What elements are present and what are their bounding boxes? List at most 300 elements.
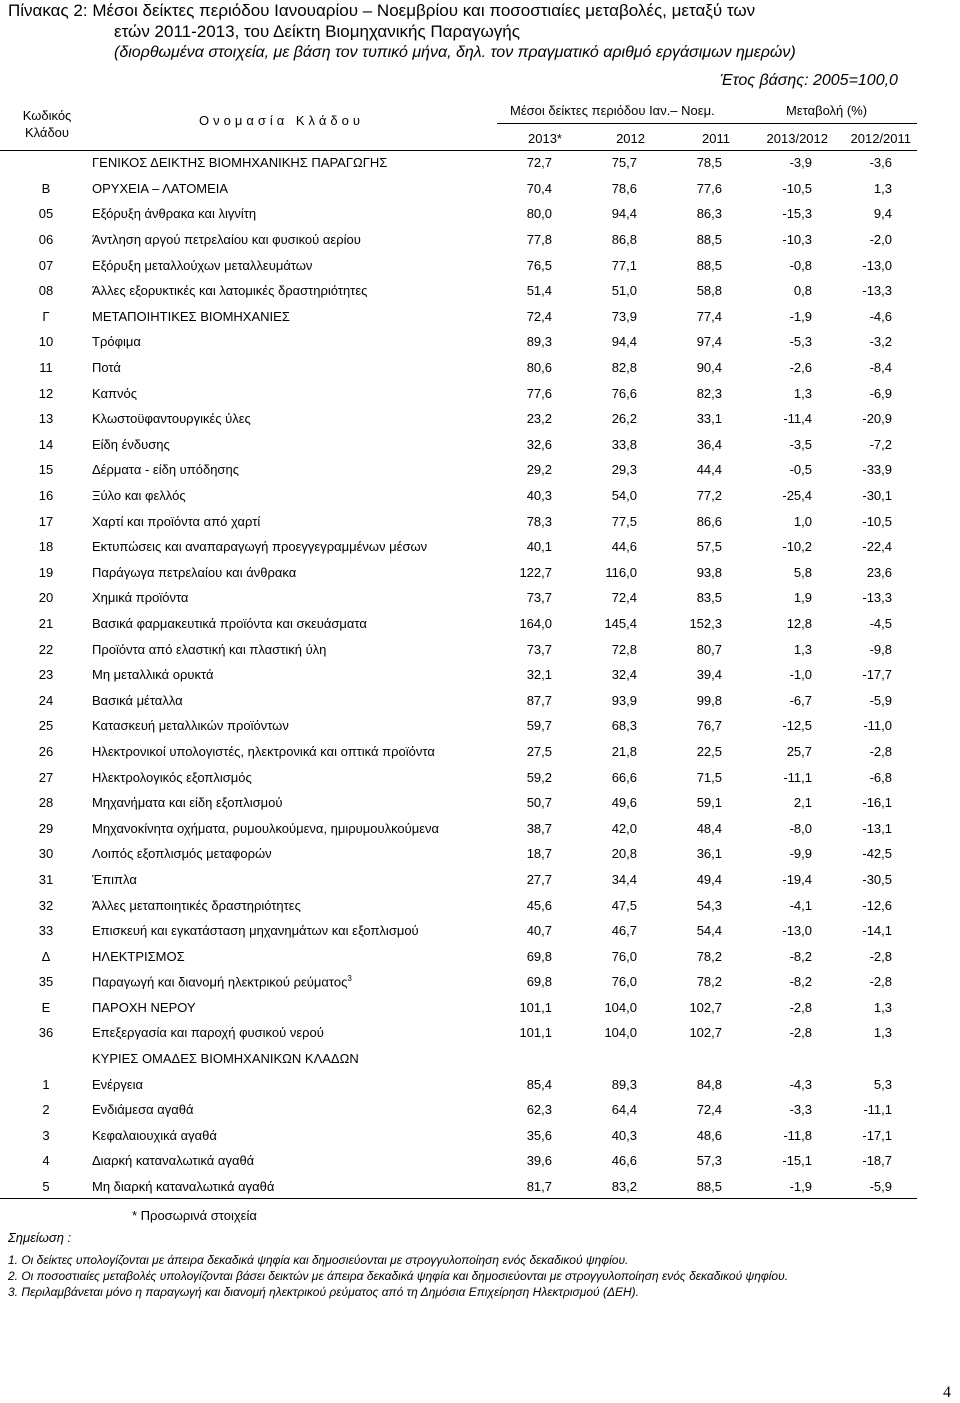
value-2012 [552,1046,637,1072]
value-2011: 22,5 [696,743,722,759]
row-code: 28 [38,795,54,811]
page-number: 4 [943,1384,951,1401]
row-name: Έπιπλα [92,871,137,887]
value-2012: 77,5 [611,513,637,529]
row-code: 05 [38,206,54,222]
change-2013-2012: -6,7 [789,692,812,708]
table-row [0,406,892,432]
row-name: Μη μεταλλικά ορυκτά [92,667,214,683]
value-2011: 58,8 [696,283,722,299]
value-2012: 75,7 [611,155,637,171]
row-code: 22 [38,641,54,657]
row-code-cell [0,483,92,509]
row-code-cell [0,585,92,611]
value-2011: 77,6 [696,180,722,196]
table-row [0,585,892,611]
row-code: 13 [38,411,54,427]
change-2012-2011: -9,8 [869,641,892,657]
row-name-cell [92,790,487,816]
change-2013-2012: -0,5 [789,462,812,478]
table-row [0,841,892,867]
value-2013: 40,1 [526,539,552,555]
table-row [0,790,892,816]
row-code-cell [0,304,92,330]
value-2013: 18,7 [526,846,552,862]
row-name-cell [92,662,487,688]
value-2013: 32,6 [526,436,552,452]
change-2013-2012: -4,3 [789,1076,812,1092]
value-2013: 50,7 [526,795,552,811]
row-code-cell [0,201,92,227]
value-2013 [487,1046,552,1072]
row-name-cell [92,943,487,969]
value-2013: 27,5 [526,743,552,759]
header-code: Κωδικός Κλάδου [22,108,72,140]
value-2012: 20,8 [611,846,637,862]
value-2011: 54,4 [696,923,722,939]
row-name-cell [92,508,487,534]
row-name-cell [92,687,487,713]
value-2013: 78,3 [526,513,552,529]
row-name-cell [92,918,487,944]
row-code: 10 [38,334,54,350]
value-2011: 97,4 [696,334,722,350]
value-2011: 86,3 [696,206,722,222]
row-code-cell [0,1046,92,1072]
header-year-2011: 2011 [702,131,730,146]
change-2012-2011: -3,6 [869,155,892,171]
value-2013: 73,7 [526,641,552,657]
row-name-cell [92,201,487,227]
row-name: ΜΕΤΑΠΟΙΗΤΙΚΕΣ ΒΙΟΜΗΧΑΝΙΕΣ [92,308,290,324]
change-2013-2012: 2,1 [793,795,812,811]
change-2013-2012: -11,8 [783,1127,812,1143]
row-code-cell [0,252,92,278]
value-2013: 101,1 [519,999,552,1015]
value-2012: 68,3 [611,718,637,734]
row-name-cell [92,534,487,560]
row-code-cell [0,815,92,841]
change-2013-2012: -8,2 [789,948,812,964]
change-2013-2012: -10,5 [782,180,812,196]
value-2013: 69,8 [526,974,552,990]
change-2012-2011: -5,9 [869,692,892,708]
row-code-cell [0,1123,92,1149]
value-2012: 82,8 [611,360,637,376]
row-code: 32 [38,897,54,913]
value-2011: 93,8 [696,564,722,580]
row-code: 31 [38,871,54,887]
row-code: 35 [38,974,54,990]
row-code-cell [0,995,92,1021]
row-code: Β [41,180,51,196]
table-bottom-rule [0,1198,917,1199]
change-2012-2011: -17,1 [862,1127,892,1143]
change-2013-2012: -10,2 [782,539,812,555]
table-row [0,636,892,662]
row-name-cell [92,560,487,586]
table-row [0,815,892,841]
value-2013: 38,7 [526,820,552,836]
change-2012-2011: -3,2 [869,334,892,350]
notes [8,1252,938,1300]
row-code-cell [0,227,92,253]
row-code: 25 [38,718,54,734]
value-2013: 72,4 [526,308,552,324]
row-code-cell [0,150,92,176]
value-2012: 32,4 [611,667,637,683]
row-name: ΗΛΕΚΤΡΙΣΜΟΣ [92,948,185,964]
row-code: 19 [38,564,54,580]
value-2011: 77,2 [696,488,722,504]
table-row [0,560,892,586]
change-2012-2011: -30,1 [862,488,892,504]
change-2012-2011: -2,0 [869,232,892,248]
row-code: Ε [41,999,51,1015]
value-2013: 72,7 [526,155,552,171]
value-2011: 59,1 [696,795,722,811]
value-2012: 76,0 [611,974,637,990]
value-2013: 80,6 [526,360,552,376]
table-row [0,380,892,406]
row-name-cell [92,969,487,995]
row-name: Είδη ένδυσης [92,436,170,452]
row-code-cell [0,611,92,637]
value-2011: 39,4 [696,667,722,683]
value-2011: 77,4 [696,308,722,324]
value-2013: 35,6 [526,1127,552,1143]
row-name-cell [92,1148,487,1174]
value-2012: 51,0 [611,283,637,299]
change-2013-2012: 1,0 [793,513,812,529]
change-2012-2011: -7,2 [869,436,892,452]
row-code: 07 [38,257,54,273]
value-2012: 72,8 [611,641,637,657]
value-2013: 89,3 [526,334,552,350]
row-code-cell [0,278,92,304]
note-2: 2. Οι ποσοστιαίες μεταβολές υπολογίζονται βάσει δεικτών με άπειρα δεκαδικά ψηφία και δημοσιεύονται με στρογγυλοποίηση ενός δεκαδικού ψηφίου. [8,1269,789,1283]
row-name-cell [92,1046,487,1072]
value-2012: 46,6 [611,1153,637,1169]
change-2012-2011: -42,5 [862,846,892,862]
value-2013: 101,1 [519,1025,552,1041]
value-2013: 77,8 [526,232,552,248]
row-code: 5 [42,1179,50,1195]
value-2012: 78,6 [611,180,637,196]
row-name-cell [92,483,487,509]
change-2013-2012: 0,8 [793,283,812,299]
change-2013-2012: -15,1 [782,1153,812,1169]
table-row [0,355,892,381]
row-name-cell [92,227,487,253]
row-code-cell [0,687,92,713]
row-name-cell [92,1071,487,1097]
row-code: 26 [38,743,54,759]
change-2012-2011: 9,4 [873,206,892,222]
header-change-2013-2012: 2013/2012 [766,131,828,146]
row-name: Κεφαλαιουχικά αγαθά [92,1127,217,1143]
value-2011: 88,5 [696,257,722,273]
table-row [0,201,892,227]
table-row [0,892,892,918]
table-row [0,969,892,995]
change-2013-2012: -13,0 [782,923,812,939]
row-name: Ενδιάμεσα αγαθά [92,1102,194,1118]
row-code: 18 [38,539,54,555]
value-2012: 76,0 [611,948,637,964]
change-2013-2012: 25,7 [786,743,812,759]
value-2012: 104,0 [604,1025,637,1041]
row-name-cell [92,406,487,432]
row-code: 08 [38,283,54,299]
value-2012: 94,4 [611,334,637,350]
value-2011: 80,7 [696,641,722,657]
value-2012: 104,0 [604,999,637,1015]
value-2012: 66,6 [611,769,637,785]
note-3: 3. Περιλαμβάνεται μόνο η παραγωγή και διανομή ηλεκτρικού ρεύματος από τη Δημόσια Επιχείρηση Ηλεκτρισμού (ΔΕΗ). [8,1285,639,1299]
row-code: 12 [38,385,54,401]
value-2011: 88,5 [696,232,722,248]
change-2012-2011: -4,5 [869,615,892,631]
row-code-cell [0,432,92,458]
value-2011: 36,1 [696,846,722,862]
change-2012-2011: -11,1 [863,1102,892,1118]
row-name-cell [92,764,487,790]
value-2013: 62,3 [526,1102,552,1118]
value-2011: 54,3 [696,897,722,913]
row-name: Τρόφιμα [92,334,141,350]
value-2011: 33,1 [696,411,722,427]
row-code: Δ [41,948,51,964]
title-line-3: (διορθωμένα στοιχεία, με βάση τον τυπικό μήνα, δηλ. τον πραγματικό αριθμό εργάσιμων ημερών) [114,44,796,61]
change-2012-2011: -6,9 [869,385,892,401]
row-name-cell [92,457,487,483]
change-2013-2012: -11,1 [783,769,812,785]
row-code-cell [0,176,92,202]
change-2012-2011: -13,3 [862,283,892,299]
row-name-cell [92,278,487,304]
value-2012: 42,0 [611,820,637,836]
value-2013: 40,7 [526,923,552,939]
header-change: Μεταβολή (%) [786,103,868,118]
change-2012-2011: -30,5 [862,871,892,887]
row-name-cell [92,995,487,1021]
change-2013-2012: -1,9 [789,1179,812,1195]
table-row [0,1020,892,1046]
row-code-cell [0,406,92,432]
row-code: 16 [38,488,54,504]
row-code-cell [0,457,92,483]
value-2011: 82,3 [696,385,722,401]
value-2011: 78,5 [696,155,722,171]
row-code-cell [0,380,92,406]
value-2011: 88,5 [696,1179,722,1195]
change-2012-2011: -17,7 [862,667,892,683]
value-2013: 164,0 [519,615,552,631]
value-2011: 71,5 [696,769,722,785]
value-2013: 29,2 [526,462,552,478]
row-code: 11 [39,360,53,376]
table-row [0,457,892,483]
row-code: 1 [42,1076,50,1092]
change-2012-2011: -13,3 [862,590,892,606]
value-2013: 39,6 [526,1153,552,1169]
row-name-cell [92,1174,487,1200]
row-code-cell [0,636,92,662]
value-2011: 84,8 [696,1076,722,1092]
table-title [8,0,958,64]
change-2013-2012: 1,3 [793,641,812,657]
value-2011: 99,8 [696,692,722,708]
value-2013: 80,0 [526,206,552,222]
change-2013-2012: -4,1 [789,897,812,913]
header-average: Μέσοι δείκτες περιόδου Ιαν.– Νοεμ. [510,103,715,118]
value-2013: 69,8 [526,948,552,964]
row-name-cell [92,355,487,381]
value-2013: 76,5 [526,257,552,273]
value-2013: 45,6 [526,897,552,913]
value-2012: 86,8 [611,232,637,248]
change-2013-2012: -12,5 [782,718,812,734]
row-name: ΚΥΡΙΕΣ ΟΜΑΔΕΣ ΒΙΟΜΗΧΑΝΙΚΩΝ ΚΛΑΔΩΝ [92,1051,359,1067]
change-2012-2011: -14,1 [862,923,892,939]
row-code-cell [0,1174,92,1200]
value-2012: 21,8 [611,743,637,759]
row-code: 14 [38,436,54,452]
header-year-2012: 2012 [616,131,645,146]
value-2013: 122,7 [519,564,552,580]
row-code-cell [0,1097,92,1123]
row-name-cell [92,176,487,202]
row-code-cell [0,943,92,969]
row-code: 4 [42,1153,50,1169]
value-2012: 49,6 [611,795,637,811]
change-2012-2011: -13,0 [862,257,892,273]
value-2012: 72,4 [611,590,637,606]
header-year-2013: 2013* [528,131,562,146]
value-2011: 83,5 [696,590,722,606]
row-code: 29 [38,820,54,836]
row-code-cell [0,560,92,586]
row-name-cell [92,841,487,867]
value-2013: 27,7 [526,871,552,887]
change-2013-2012: -1,0 [789,667,812,683]
value-2011: 49,4 [696,871,722,887]
row-code: 3 [42,1127,50,1143]
change-2013-2012: -5,3 [789,334,812,350]
change-2013-2012: -25,4 [782,488,812,504]
table-row [0,1071,892,1097]
row-name-cell [92,713,487,739]
value-2013: 81,7 [526,1179,552,1195]
row-code-cell [0,841,92,867]
table-row [0,1123,892,1149]
table-row [0,304,892,330]
change-2013-2012: -15,3 [782,206,812,222]
row-name-cell [92,892,487,918]
change-2013-2012: -3,9 [789,155,812,171]
table-row [0,176,892,202]
value-2011: 44,4 [696,462,722,478]
table-row [0,611,892,637]
row-name-cell [92,739,487,765]
row-name: Παραγωγή και διανομή ηλεκτρικού ρεύματος [92,974,348,990]
row-name: Άντληση αργού πετρελαίου και φυσικού αερίου [92,232,361,248]
value-2011: 86,6 [696,513,722,529]
value-2012: 34,4 [611,871,637,887]
change-2013-2012 [722,1046,812,1072]
change-2012-2011: -20,9 [862,411,892,427]
value-2012: 116,0 [605,564,637,580]
title-line-2: ετών 2011-2013, του Δείκτη Βιομηχανικής Παραγωγής [114,22,520,41]
row-code-cell [0,662,92,688]
row-name: Διαρκή καταναλωτικά αγαθά [92,1153,255,1169]
value-2012: 47,5 [611,897,637,913]
row-name: Ηλεκτρολογικός εξοπλισμός [92,769,252,785]
base-year: Έτος βάσης: 2005=100,0 [720,72,898,89]
value-2011: 102,7 [689,1025,722,1041]
value-2011: 72,4 [696,1102,722,1118]
row-name: Βασικά μέταλλα [92,692,183,708]
row-code-cell [0,892,92,918]
change-2013-2012: -11,4 [783,411,812,427]
row-code-cell [0,764,92,790]
change-2013-2012: -0,8 [789,257,812,273]
table-row [0,739,892,765]
value-2012: 76,6 [611,385,637,401]
value-2013: 51,4 [526,283,552,299]
change-2013-2012: -8,0 [789,820,812,836]
table-row [0,713,892,739]
row-code-cell [0,918,92,944]
row-name: Λοιπός εξοπλισμός μεταφορών [92,846,272,862]
value-2013: 59,2 [526,769,552,785]
row-code-cell [0,1148,92,1174]
row-name-cell [92,432,487,458]
row-name: Κλωστοϋφαντουργικές ύλες [92,411,251,427]
change-2012-2011: -18,7 [862,1153,892,1169]
row-name: Χαρτί και προϊόντα από χαρτί [92,513,261,529]
value-2013: 73,7 [526,590,552,606]
footnote-marker: 3 [347,974,352,984]
change-2013-2012: -1,9 [789,308,812,324]
change-2013-2012: -8,2 [789,974,812,990]
row-name: Ηλεκτρονικοί υπολογιστές, ηλεκτρονικά και οπτικά προϊόντα [92,743,435,759]
row-code-cell [0,969,92,995]
change-2012-2011: 1,3 [873,180,892,196]
row-name: Κατασκευή μεταλλικών προϊόντων [92,718,289,734]
value-2013: 85,4 [526,1076,552,1092]
table-row [0,867,892,893]
table-row [0,1046,892,1072]
row-name: Χημικά προϊόντα [92,590,189,606]
value-2012: 145,4 [604,615,637,631]
change-2013-2012: -2,8 [789,999,812,1015]
value-2011: 48,4 [696,820,722,836]
change-2012-2011: -4,6 [869,308,892,324]
row-name: Εξόρυξη άνθρακα και λιγνίτη [92,206,257,222]
value-2011: 36,4 [696,436,722,452]
value-2012: 33,8 [611,436,637,452]
row-code: 21 [38,615,54,631]
row-name: Επεξεργασία και παροχή φυσικού νερού [92,1025,324,1041]
row-code: 06 [38,232,54,248]
row-code: 2 [42,1102,50,1118]
value-2013: 59,7 [526,718,552,734]
title-line-1: Πίνακας 2: Μέσοι δείκτες περιόδου Ιανουαρίου – Νοεμβρίου και ποσοστιαίες μεταβολές, μεταξύ των [8,1,756,20]
change-2012-2011 [812,1046,892,1072]
note-label: Σημείωση : [8,1230,72,1245]
